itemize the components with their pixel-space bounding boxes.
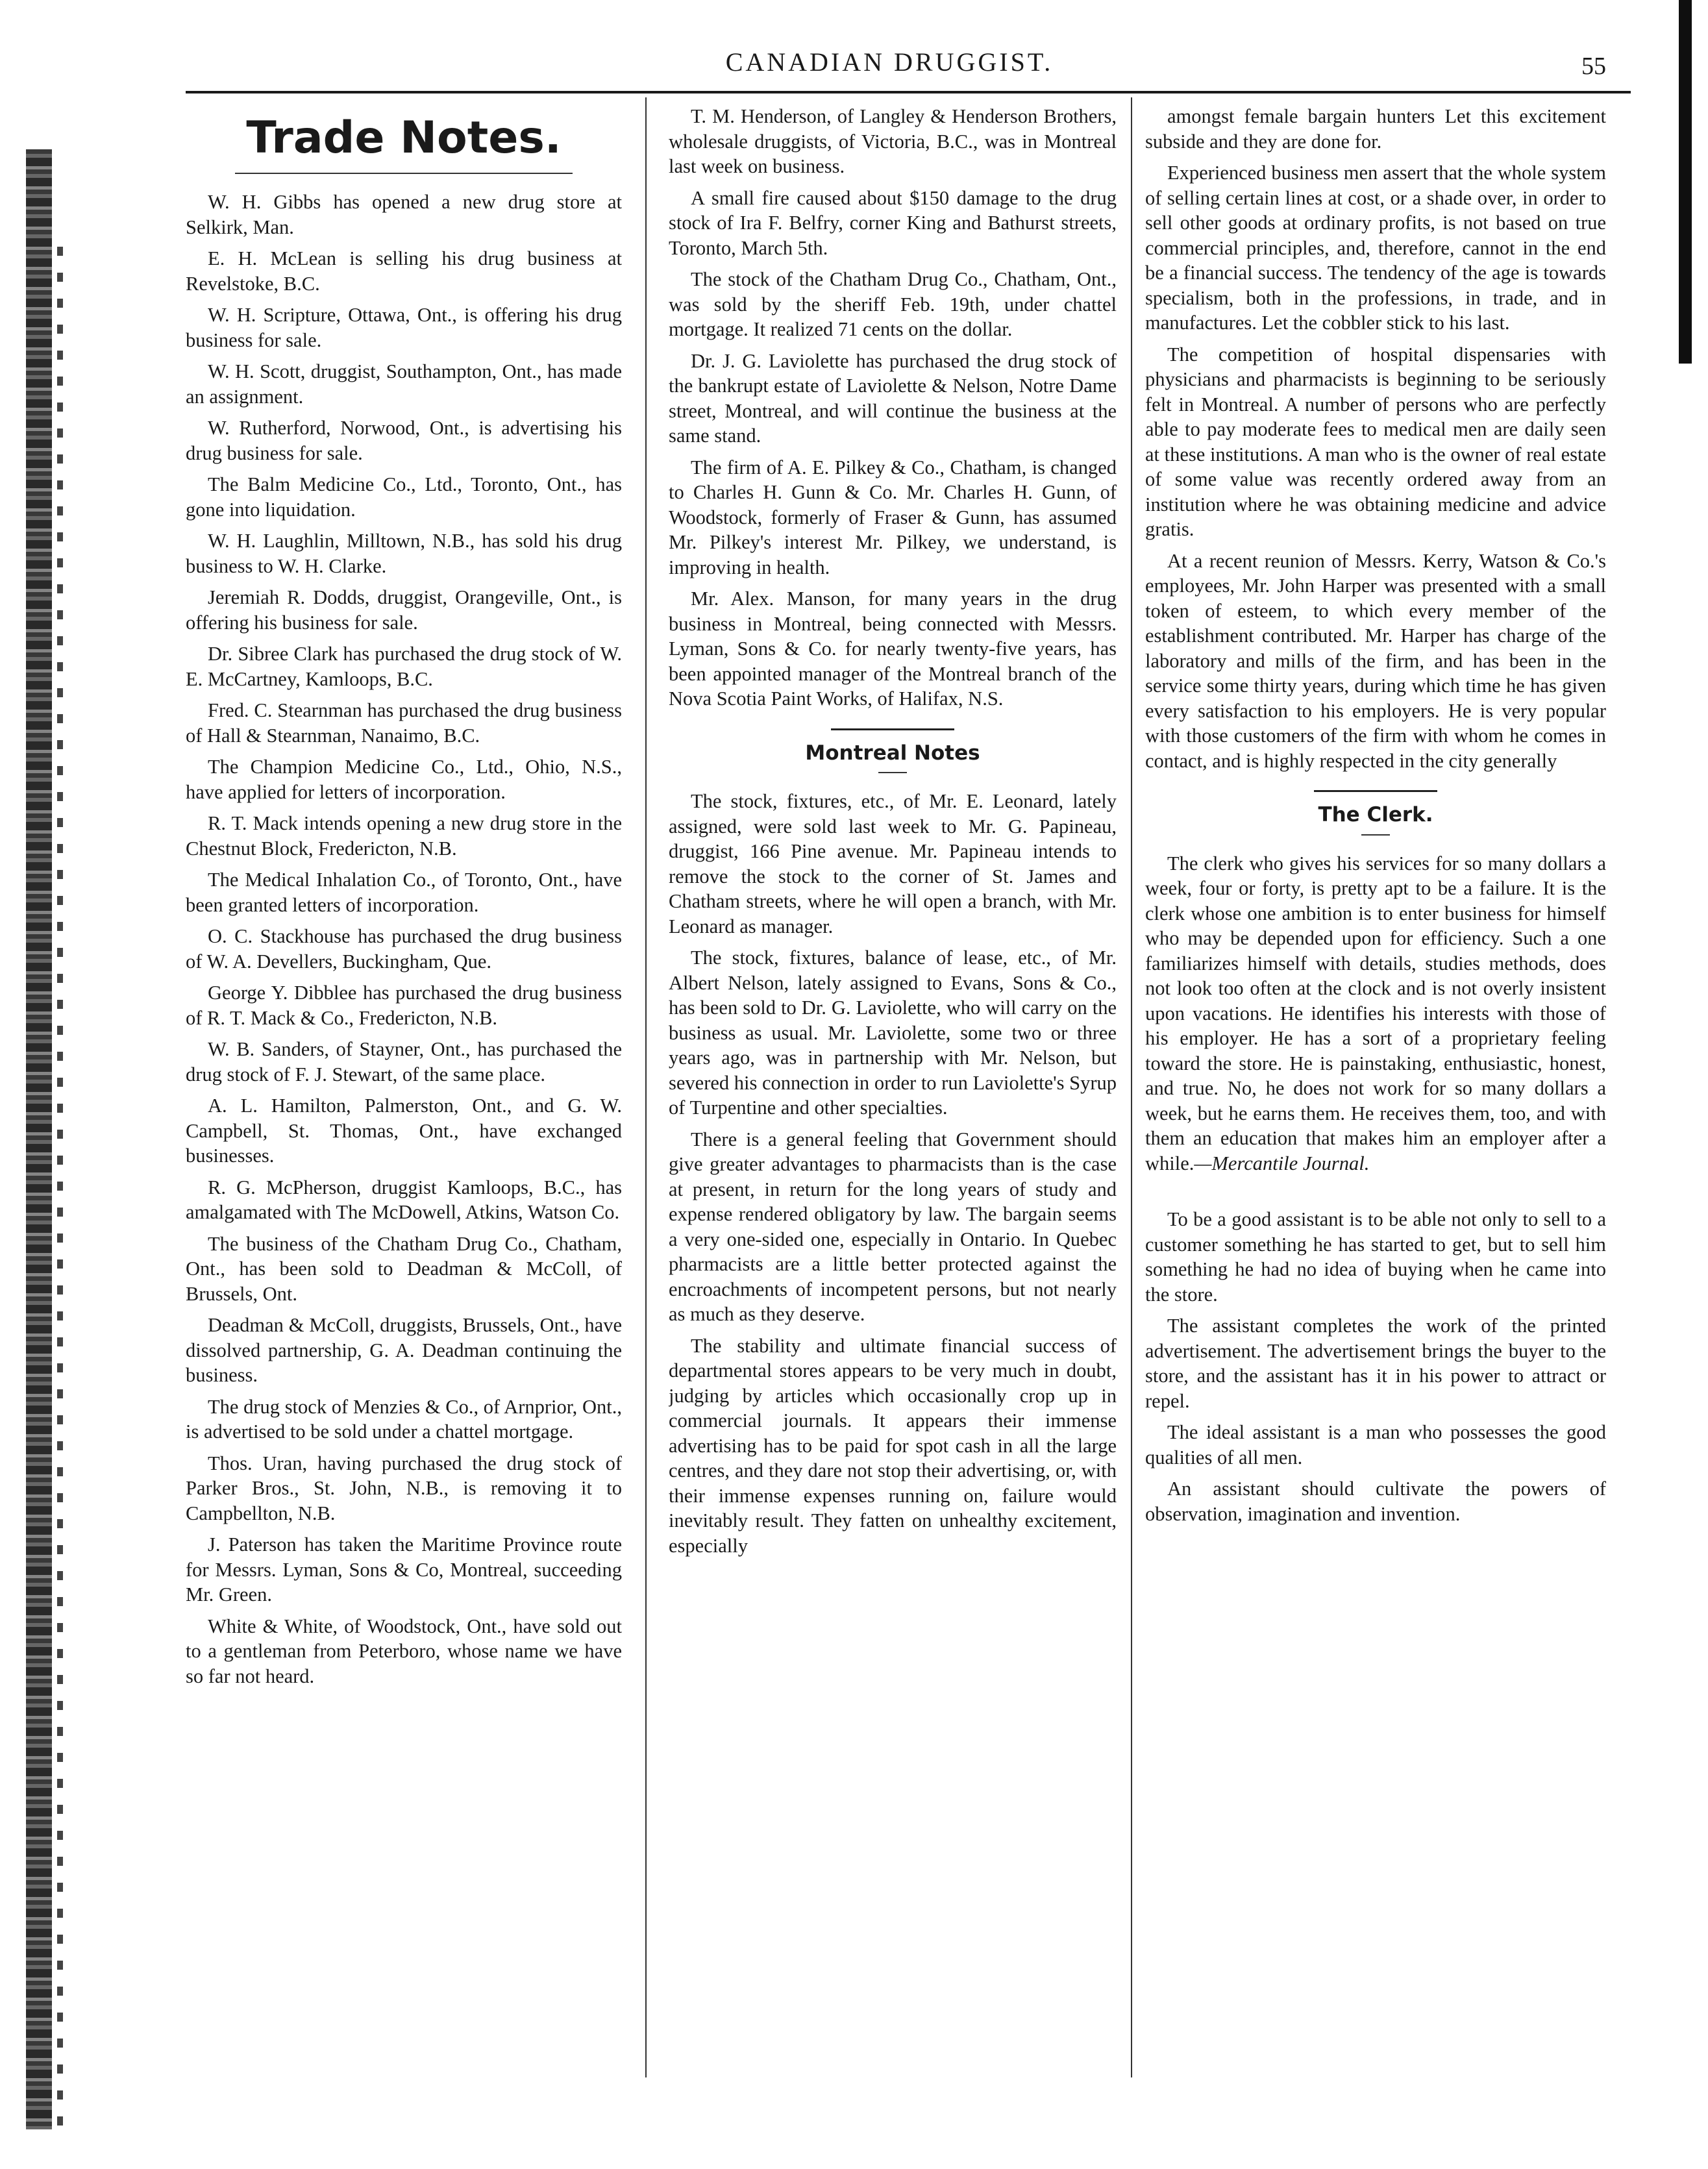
article-paragraph: The stock, fixtures, etc., of Mr. E. Leonard, lately assigned, were sold last week to Mr. G. Papineau, druggist, 166 Pine avenue. Mr. Papineau intends to remove the stock to the corner of St. James and Chatham streets, where he will open a branch, with Mr. Leonard as manager. [669, 790, 1117, 937]
article-paragraph: There is a general feeling that Government should give greater advantages to pharmacists than is the case at present, in return for the long years of study and expense rendered obligatory by law. The bargain seems a very one-sided one, especially in Ontario. In Quebec pharmacists are a little better protected against the encroachments of incompetent persons, but not nearly as much as they deserve. [669, 1128, 1117, 1325]
title-rule [235, 173, 573, 174]
trade-notes-continued [669, 104, 1117, 712]
binding-edge-left [26, 149, 52, 2129]
spacer [1145, 1182, 1606, 1207]
article-paragraph: R. G. McPherson, druggist Kamloops, B.C., has amalgamated with The McDowell, Atkins, Watson Co. [186, 1176, 622, 1223]
article-paragraph: W. H. Scott, druggist, Southampton, Ont., has made an assignment. [186, 360, 622, 408]
running-title: CANADIAN DRUGGIST. [725, 47, 1054, 77]
article-paragraph: The competition of hospital dispensaries with physicians and pharmacists is beginning to be seriously felt in Montreal. A number of persons who are perfectly able to pay moderate fees to medical men are daily seen at these institutions. A man who is the owner of real estate of some value was recently ordered away from an institution where he was obtaining medicine and advice gratis. [1145, 343, 1606, 540]
article-paragraph: George Y. Dibblee has purchased the drug business of R. T. Mack & Co., Fredericton, N.B. [186, 982, 622, 1029]
article-paragraph: Dr. J. G. Laviolette has purchased the drug stock of the bankrupt estate of Laviolette & Nelson, Notre Dame street, Montreal, and will continue the business at the same stand. [669, 349, 1117, 447]
montreal-notes-continued [1145, 104, 1606, 773]
article-paragraph: A. L. Hamilton, Palmerston, Ont., and G. W. Campbell, St. Thomas, Ont., have exchanged businesses. [186, 1095, 622, 1167]
article-paragraph: The Champion Medicine Co., Ltd., Ohio, N.S., have applied for letters of incorporation. [186, 756, 622, 803]
article-paragraph: The drug stock of Menzies & Co., of Arnprior, Ont., is advertised to be sold under a chattel mortgage. [186, 1395, 622, 1443]
column-middle [669, 104, 1117, 2149]
section-separator [1314, 790, 1437, 792]
article-paragraph: R. T. Mack intends opening a new drug store in the Chestnut Block, Fredericton, N.B. [186, 812, 622, 860]
clerk-text: The clerk who gives his services for so many dollars a week, four or forty, is pretty apt to be a failure. It is the clerk whose one ambition is to enter business for himself who may be depended upon for efficiency. Such a one familiarizes himself with details, studies methods, does not look too often at the clock and is not overly insistent upon vacations. He identifies his interests with those of his employer. He has a sort of a proprietary feeling toward the store. He is painstaking, enthusiastic, honest, and true. No, he does not work for so many dollars a week, but he earns them. He receives them, too, and with them an education that makes him an employer after a while. [1145, 852, 1606, 1174]
article-paragraph: The firm of A. E. Pilkey & Co., Chatham, is changed to Charles H. Gunn & Co. Mr. Charles H. Gunn, of Woodstock, formerly of Fraser & Gunn, has assumed Mr. Pilkey's interest Mr. Pilkey, we understand, is improving in health. [669, 456, 1117, 578]
section-title-the-clerk: The Clerk. [1318, 803, 1433, 826]
article-paragraph: W. Rutherford, Norwood, Ont., is advertising his drug business for sale. [186, 417, 622, 464]
article-paragraph: White & White, of Woodstock, Ont., have sold out to a gentleman from Peterboro, whose name we have so far not heard. [186, 1615, 622, 1687]
article-paragraph [1145, 851, 1606, 1176]
page-header [0, 0, 1708, 97]
article-paragraph: An assistant should cultivate the powers of observation, imagination and invention. [1145, 1478, 1606, 1525]
source-credit: —Mercantile Journal. [1194, 1152, 1370, 1174]
trade-notes-list [186, 190, 622, 1689]
article-paragraph: amongst female bargain hunters Let this excitement subside and they are done for. [1145, 105, 1606, 153]
column-trade-notes [186, 104, 622, 2149]
article-paragraph: The Medical Inhalation Co., of Toronto, Ont., have been granted letters of incorporation. [186, 869, 622, 916]
column-divider [645, 97, 647, 2077]
article-paragraph: J. Paterson has taken the Maritime Province route for Messrs. Lyman, Sons & Co, Montreal, succeeding Mr. Green. [186, 1533, 622, 1605]
article-paragraph: Fred. C. Stearnman has purchased the drug business of Hall & Stearnman, Nanaimo, B.C. [186, 699, 622, 747]
article-paragraph: The assistant completes the work of the printed advertisement. The advertisement brings the buyer to the store, and the assistant has it in his power to attract or repel. [1145, 1315, 1606, 1412]
article-paragraph: T. M. Henderson, of Langley & Henderson Brothers, wholesale druggists, of Victoria, B.C., was in Montreal last week on business. [669, 105, 1117, 177]
article-paragraph: W. H. Scripture, Ottawa, Ont., is offering his drug business for sale. [186, 304, 622, 351]
article-paragraph: Dr. Sibree Clark has purchased the drug stock of W. E. McCartney, Kamloops, B.C. [186, 643, 622, 690]
article-paragraph: W. B. Sanders, of Stayner, Ont., has purchased the drug stock of F. J. Stewart, of the same place. [186, 1038, 622, 1085]
article-paragraph: Experienced business men assert that the whole system of selling certain lines at cost, or a shade over, in order to sell other goods at ordinary profits, is not based on true commercial principles, and, therefore, cannot in the end be a financial success. The tendency of the age is towards specialism, both in the professions, in trade, and in manufactures. Let the cobbler stick to his last. [1145, 162, 1606, 334]
article-paragraph: The ideal assistant is a man who possesses the good qualities of all men. [1145, 1421, 1606, 1469]
montreal-notes-list [669, 789, 1117, 1558]
article-paragraph: W. H. Laughlin, Milltown, N.B., has sold his drug business to W. H. Clarke. [186, 530, 622, 577]
article-paragraph: A small fire caused about $150 damage to the drug stock of Ira F. Belfry, corner King and Bathurst streets, Toronto, March 5th. [669, 186, 1117, 259]
article-paragraph: W. H. Gibbs has opened a new drug store at Selkirk, Man. [186, 191, 622, 238]
article-paragraph: To be a good assistant is to be able not only to sell to a customer something he has started to get, but to sell him something he had no idea of buying when he came into the store. [1145, 1208, 1606, 1306]
title-dash [878, 772, 907, 773]
article-paragraph: The stability and ultimate financial success of departmental stores appears to be very much in doubt, judging by articles which occasionally crop up in commercial journals. It appears their immense advertising has to be paid for spot cash in all the large centres, and they dare not stop their advertising, or, with their immense expenses running on, failure would inevitably result. They fatten on unhealthy excitement, especially [669, 1334, 1117, 1557]
binding-edge-left-inner [57, 247, 63, 2129]
article-paragraph: Thos. Uran, having purchased the drug stock of Parker Bros., St. John, N.B., is removing it to Campbellton, N.B. [186, 1452, 622, 1524]
section-title-trade-notes: Trade Notes. [246, 112, 562, 164]
section-title-montreal-notes: Montreal Notes [805, 741, 980, 765]
article-paragraph: The Balm Medicine Co., Ltd., Toronto, Ont., has gone into liquidation. [186, 473, 622, 521]
assistant-notes-list [1145, 1207, 1606, 1526]
title-dash [1361, 834, 1390, 836]
section-separator [831, 728, 954, 730]
article-paragraph: Deadman & McColl, druggists, Brussels, Ont., have dissolved partnership, G. A. Deadman continuing the business. [186, 1314, 622, 1386]
article-paragraph: The stock, fixtures, balance of lease, etc., of Mr. Albert Nelson, lately assigned to Evans, Sons & Co., has been sold to Dr. G. Laviolette, who will carry on the business as usual. Mr. Laviolette, some two or three years ago, was in partnership with Mr. Nelson, but severed his connection in order to run Laviolette's Syrup of Turpentine and other specialties. [669, 947, 1117, 1119]
header-rule [186, 91, 1631, 93]
article-paragraph: Mr. Alex. Manson, for many years in the drug business in Montreal, being connected with Messrs. Lyman, Sons & Co. for nearly twenty-five years, has been appointed manager of the Montreal branch of the Nova Scotia Paint Works, of Halifax, N.S. [669, 588, 1117, 710]
article-paragraph: At a recent reunion of Messrs. Kerry, Watson & Co.'s employees, Mr. John Harper was presented with a small token of esteem, to which every member of the establishment contributed. Mr. Harper has charge of the laboratory and mills of the firm, and has been in the service some thirty years, during which time he has given every satisfaction to his employers. He is very popular with those customers of the firm with whom he comes in contact, and is highly respected in the city generally [1145, 549, 1606, 772]
column-right [1145, 104, 1606, 2149]
column-divider [1131, 97, 1132, 2077]
article-paragraph: The business of the Chatham Drug Co., Chatham, Ont., has been sold to Deadman & McColl, of Brussels, Ont. [186, 1232, 622, 1305]
article-paragraph: Jeremiah R. Dodds, druggist, Orangeville, Ont., is offering his business for sale. [186, 586, 622, 634]
article-paragraph: The stock of the Chatham Drug Co., Chatham, Ont., was sold by the sheriff Feb. 19th, under chattel mortgage. It realized 71 cents on the dollar. [669, 268, 1117, 340]
page-number: 55 [1581, 53, 1606, 80]
article-paragraph: O. C. Stackhouse has purchased the drug business of W. A. Devellers, Buckingham, Que. [186, 925, 622, 973]
article-paragraph: E. H. McLean is selling his drug business at Revelstoke, B.C. [186, 247, 622, 295]
